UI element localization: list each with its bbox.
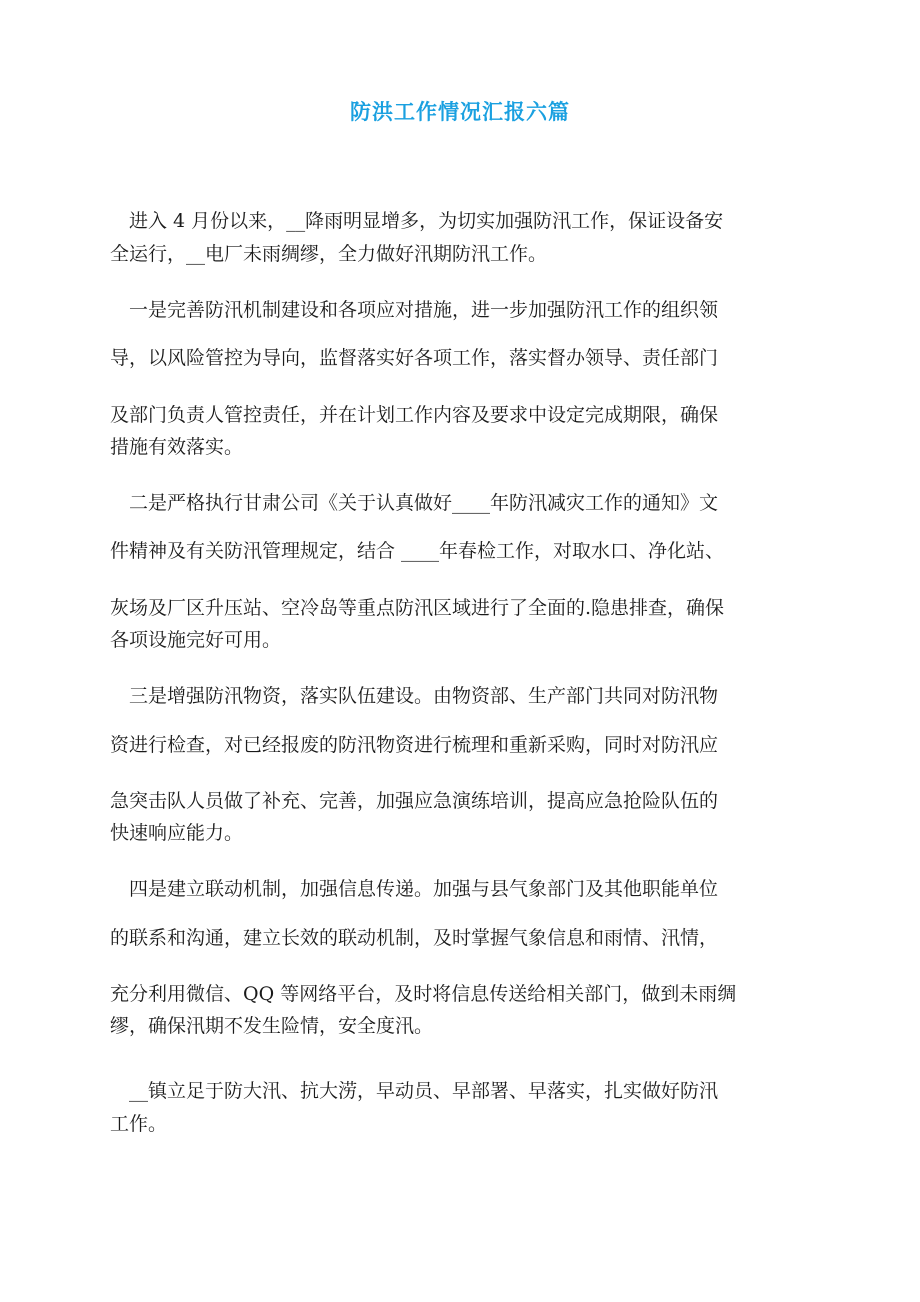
paragraph-line: 工作。 xyxy=(110,1113,168,1135)
paragraph-line: 的联系和沟通，建立长效的联动机制，及时掌握气象信息和雨情、汛情， xyxy=(110,927,719,949)
paragraph-line: 导，以风险管控为导向，监督落实好各项工作，落实督办领导、责任部门 xyxy=(110,347,719,369)
paragraph-line: 充分利用微信、QQ 等网络平台，及时将信息传送给相关部门，做到未雨绸 xyxy=(110,983,737,1005)
paragraph-line: 资进行检查，对已经报废的防汛物资进行梳理和重新采购，同时对防汛应 xyxy=(110,734,719,756)
paragraph-line: 缪，确保汛期不发生险情，安全度汛。 xyxy=(110,1015,434,1037)
paragraph-line: 全运行，__电厂未雨绸缪，全力做好汛期防汛工作。 xyxy=(110,243,548,265)
paragraph-line: 各项设施完好可用。 xyxy=(110,629,282,651)
paragraph-line: __镇立足于防大汛、抗大涝，早动员、早部署、早落实，扎实做好防汛 xyxy=(110,1080,719,1102)
paragraph-line: 灰场及厂区升压站、空冷岛等重点防汛区域进行了全面的.隐患排查，确保 xyxy=(110,597,725,619)
paragraph-line: 进入 4 月份以来，__降雨明显增多，为切实加强防汛工作，保证设备安 xyxy=(110,210,724,232)
paragraph-line: 急突击队人员做了补充、完善，加强应急演练培训，提高应急抢险队伍的 xyxy=(110,790,719,812)
paragraph-line: 一是完善防汛机制建设和各项应对措施，进一步加强防汛工作的组织领 xyxy=(110,299,719,321)
paragraph-line: 快速响应能力。 xyxy=(110,822,244,844)
paragraph-line: 四是建立联动机制，加强信息传递。加强与县气象部门及其他职能单位 xyxy=(110,878,719,900)
paragraph-line: 及部门负责人管控责任，并在计划工作内容及要求中设定完成期限，确保 xyxy=(110,404,719,426)
paragraph-line: 措施有效落实。 xyxy=(110,436,244,458)
paragraph-line: 三是增强防汛物资，落实队伍建设。由物资部、生产部门共同对防汛物 xyxy=(110,685,719,707)
paragraph-line: 件精神及有关防汛管理规定，结合 ____年春检工作，对取水口、净化站、 xyxy=(110,540,725,562)
document-title: 防洪工作情况汇报六篇 xyxy=(350,100,570,124)
paragraph-line: 二是严格执行甘肃公司《关于认真做好____年防汛减灾工作的通知》文 xyxy=(110,492,719,514)
